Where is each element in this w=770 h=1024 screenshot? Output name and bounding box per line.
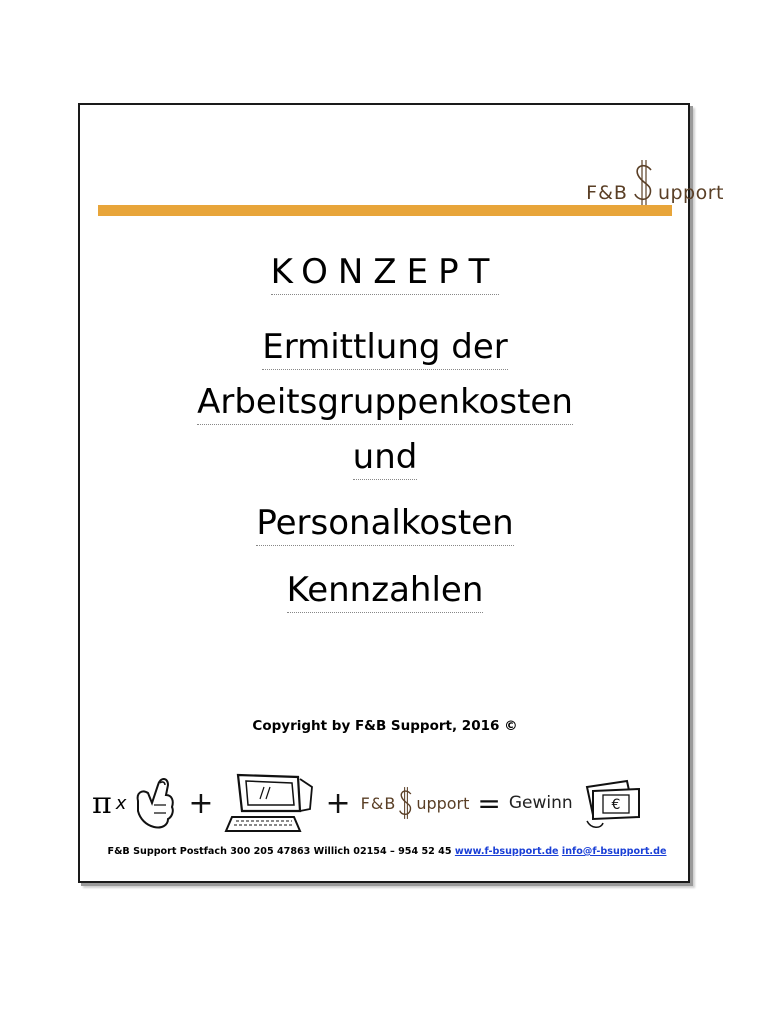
heading-text: KONZEPT <box>271 252 500 295</box>
logo-text-support: upport <box>657 182 724 204</box>
footer-contact <box>92 846 682 857</box>
computer-icon <box>224 771 316 835</box>
title-line-2 <box>98 382 672 422</box>
logo-text-fb: F&B <box>586 182 628 204</box>
website-link[interactable]: www.f-bsupport.de <box>454 846 559 857</box>
thumbs-up-hand-icon <box>132 773 178 833</box>
formula-illustration <box>92 768 682 838</box>
title-line-text: Arbeitsgruppenkosten <box>197 382 573 425</box>
result-label: Gewinn <box>508 793 573 813</box>
formula-logo-fb: F&B <box>360 793 397 813</box>
email-link[interactable]: info@f-bsupport.de <box>561 846 667 857</box>
plus-symbol: + <box>188 785 214 821</box>
copyright-notice: Copyright by F&B Support, 2016 © <box>252 718 518 734</box>
equals-symbol: = <box>477 786 501 820</box>
title-line-4 <box>98 503 672 543</box>
plus-symbol: + <box>325 785 351 821</box>
document-heading <box>98 252 672 292</box>
footer-address: F&B Support Postfach 300 205 47863 Willich 02154 – 954 52 45 <box>107 846 452 857</box>
svg-text:€: € <box>611 797 621 813</box>
accent-bar <box>98 205 672 216</box>
title-line-1 <box>98 327 672 367</box>
title-line-text: Personalkosten <box>256 503 513 546</box>
pi-symbol: π <box>92 785 112 821</box>
page-frame <box>78 103 690 883</box>
title-line-text: und <box>353 437 418 480</box>
money-icon <box>581 775 643 831</box>
times-symbol: x <box>115 792 127 814</box>
dollar-s-icon <box>397 784 415 822</box>
title-line-text: Kennzahlen <box>287 570 484 613</box>
dollar-s-icon <box>631 158 657 208</box>
company-logo <box>586 158 724 208</box>
title-line-3 <box>98 437 672 477</box>
title-line-text: Ermittlung der <box>262 327 508 370</box>
title-line-5 <box>98 570 672 610</box>
formula-logo-support: upport <box>416 793 470 813</box>
